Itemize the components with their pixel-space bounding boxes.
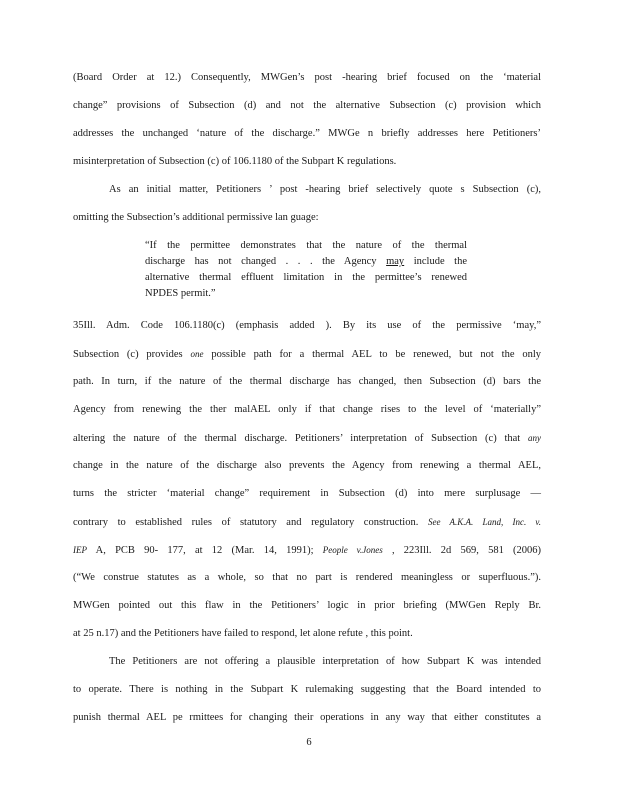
- p3-line-12: at 25 n.17) and the Petitioners have failed to respond, let alone refute , this point.: [73, 628, 413, 639]
- quote-line-1: “If the permittee demonstrates that the nature of the thermal: [145, 240, 467, 251]
- quote-line-3: alternative thermal effluent limitation in the permittee’s renewed: [145, 272, 467, 283]
- quote-text: discharge has not changed . . . the Agency: [145, 256, 377, 267]
- text: A, PCB 90- 177, at 12 (Mar. 14, 1991);: [95, 545, 314, 556]
- p1-line-3: addresses the unchanged ‘nature of the discharge.” MWGe n briefly addresses here Petitioners’: [73, 128, 541, 139]
- p1-line-2: change” provisions of Subsection (d) and not the alternative Subsection (c) provision which: [73, 100, 541, 111]
- text: , 223Ill. 2d 569, 581 (2006): [391, 545, 542, 556]
- case-citation: See A.K.A. Land, Inc. v.: [427, 517, 542, 527]
- text: altering the nature of the thermal discharge. Petitioners’ interpretation of Subsection (c) that: [73, 433, 521, 444]
- p3-line-7: turns the stricter ‘material change” requirement in Subsection (d) into mere surplusage —: [73, 488, 541, 499]
- italic-any: any: [528, 433, 541, 443]
- case-citation: IEP: [73, 545, 87, 555]
- emphasized-may: may: [386, 256, 405, 267]
- p3-line-9: [73, 543, 541, 558]
- p4-line-1: The Petitioners are not offering a plausible interpretation of how Subpart K was intended: [109, 656, 541, 667]
- p3-line-3: path. In turn, if the nature of the thermal discharge has changed, then Subsection (d) bars the: [73, 376, 541, 387]
- text: possible path for a thermal AEL to be renewed, but not the only: [211, 349, 541, 360]
- quote-text: include the: [413, 256, 468, 267]
- italic-one: one: [190, 349, 204, 359]
- p2-line-2: omitting the Subsection’s additional permissive lan guage:: [73, 212, 319, 223]
- p4-line-2: to operate. There is nothing in the Subpart K rulemaking suggesting that the Board intended to: [73, 684, 541, 695]
- p3-line-11: MWGen pointed out this flaw in the Petitioners’ logic in prior briefing (MWGen Reply Br.: [73, 600, 541, 611]
- p3-line-8: [73, 515, 541, 530]
- quote-line-2: [145, 255, 467, 269]
- p3-line-2: [73, 347, 541, 362]
- text: Subsection (c) provides: [73, 349, 183, 360]
- p3-line-10: (“We construe statutes as a whole, so that no part is rendered meaningless or superfluous.”).: [73, 572, 541, 583]
- quote-line-4: NPDES permit.”: [145, 288, 216, 299]
- p4-line-3: punish thermal AEL pe rmittees for changing their operations in any way that either constitutes a: [73, 712, 541, 723]
- p2-line-1: As an initial matter, Petitioners ’ post -hearing brief selectively quote s Subsection (c),: [109, 184, 541, 195]
- p3-line-6: change in the nature of the discharge also prevents the Agency from renewing a thermal AEL,: [73, 460, 541, 471]
- p3-line-4: Agency from renewing the ther malAEL only if that change rises to the level of ‘materially”: [73, 404, 541, 415]
- p3-line-1: 35Ill. Adm. Code 106.1180(c) (emphasis added ). By its use of the permissive ‘may,”: [73, 320, 541, 331]
- text: contrary to established rules of statutory and regulatory construction.: [73, 517, 419, 528]
- case-citation: People v.Jones: [322, 545, 383, 555]
- p3-line-5: [73, 431, 541, 446]
- p1-line-1: (Board Order at 12.) Consequently, MWGen’s post -hearing brief focused on the ‘material: [73, 72, 541, 83]
- page-number: 6: [306, 737, 312, 748]
- p1-line-4: misinterpretation of Subsection (c) of 106.1180 of the Subpart K regulations.: [73, 156, 397, 167]
